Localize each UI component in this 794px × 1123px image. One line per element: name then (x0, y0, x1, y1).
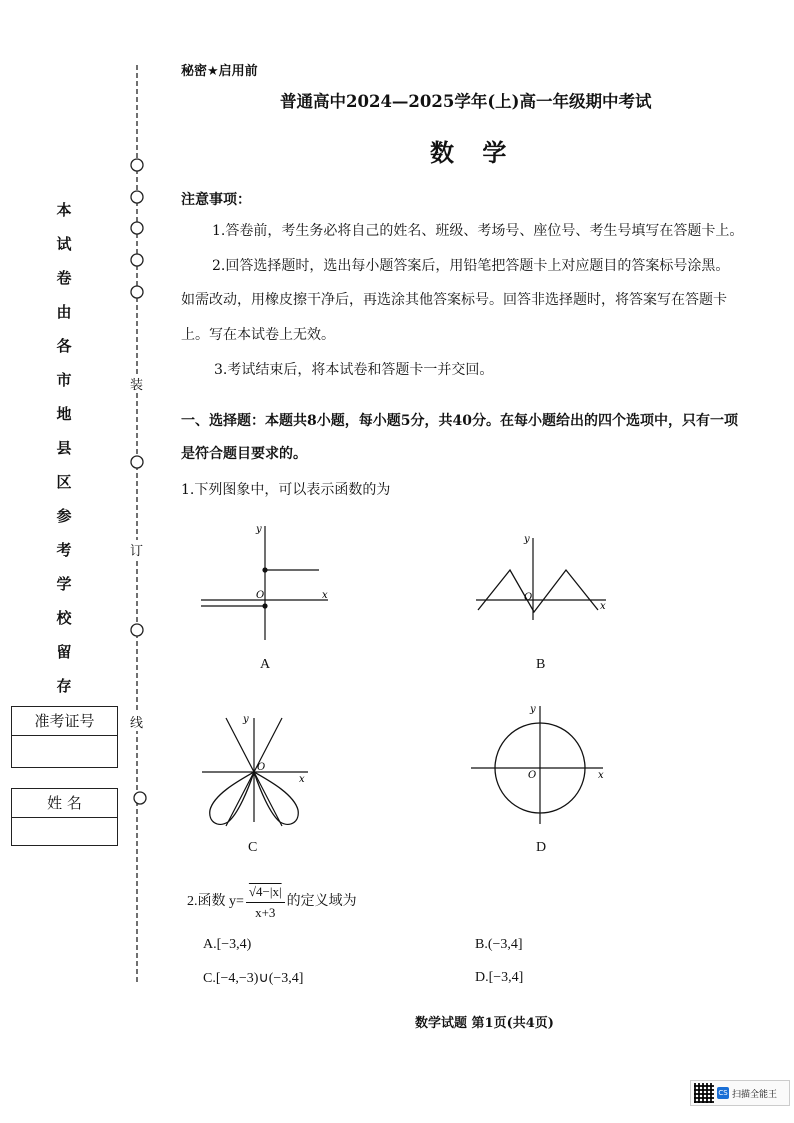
side-char: 试 (56, 235, 72, 253)
binding-hole (131, 159, 143, 171)
binding-mark-ding: 订 (130, 540, 143, 559)
option-d[interactable]: D.[−3,4] (475, 970, 524, 985)
cs-logo-icon: CS (718, 1089, 728, 1097)
zigzag-curve (478, 570, 598, 612)
x-axis-label: x (299, 774, 305, 785)
origin-label: O (528, 770, 537, 781)
qr-code-icon (694, 1083, 714, 1103)
y-axis-label: y (243, 714, 249, 725)
scanner-watermark (690, 1080, 790, 1106)
side-char: 本 (56, 201, 72, 219)
ticket-number-label: 准考证号 (12, 707, 117, 736)
y-axis-label: y (256, 524, 262, 535)
notice-item-2: 2.回答选择题时，选出每小题答案后，用铅笔把答题卡上对应题目的答案标号涂黑。 (212, 258, 730, 274)
scanner-name: 扫描全能王 (732, 1089, 778, 1100)
graph-b-label: B (536, 657, 546, 672)
secret-label: 秘密★启用前 (181, 64, 258, 79)
fraction (246, 882, 285, 923)
y-axis-label: y (530, 704, 536, 715)
graph-a-label: A (260, 657, 271, 672)
y-axis-label: y (524, 534, 530, 545)
side-char: 参 (56, 507, 72, 525)
side-char: 地 (56, 405, 72, 423)
section-heading: 一、选择题：本题共8小题，每小题5分，共40分。在每小题给出的四个选项中，只有一项 (181, 413, 738, 429)
exam-title: 普通高中2024—2025学年(上)高一年级期中考试 (280, 92, 652, 111)
origin-label: O (256, 590, 265, 601)
side-char: 考 (56, 541, 72, 559)
option-c[interactable]: C.[−4,−3)∪(−3,4] (203, 971, 304, 986)
side-char: 由 (56, 303, 72, 321)
notice-item-2-cont: 如需改动，用橡皮擦干净后，再选涂其他答案标号。回答非选择题时，将答案写在答题卡 (181, 292, 727, 308)
binding-hole (134, 792, 146, 804)
name-label: 姓 名 (12, 789, 117, 818)
side-char: 卷 (56, 269, 72, 287)
side-char: 学 (56, 575, 72, 593)
question-2-stem (187, 880, 357, 924)
binding-hole (131, 286, 143, 298)
graph-a[interactable] (196, 518, 341, 648)
binding-mark-xian: 线 (130, 712, 143, 731)
binding-hole (131, 254, 143, 266)
section-heading-cont: 是符合题目要求的。 (181, 446, 307, 462)
option-b[interactable]: B.(−3,4] (475, 937, 523, 952)
side-char: 校 (56, 609, 72, 627)
origin-label: O (257, 762, 266, 773)
subject-title: 数 学 (430, 138, 517, 167)
notice-item-3: 3.考试结束后，将本试卷和答题卡一并交回。 (214, 362, 494, 378)
notice-item-1: 1.答卷前，考生务必将自己的姓名、班级、考场号、座位号、考生号填写在答题卡上。 (212, 223, 744, 239)
binding-line (0, 0, 160, 1000)
binding-mark-zhuang: 装 (130, 374, 143, 393)
x-axis-label: x (600, 601, 606, 612)
graph-b[interactable] (466, 528, 616, 628)
binding-hole (131, 222, 143, 234)
graph-d-label: D (536, 840, 547, 855)
side-char: 存 (56, 677, 72, 695)
side-char: 区 (56, 473, 72, 491)
side-char: 市 (56, 371, 72, 389)
left-lobe (210, 772, 254, 824)
page-footer: 数学试题 第1页(共4页) (415, 1016, 554, 1031)
point (262, 603, 267, 608)
binding-hole (131, 191, 143, 203)
side-char: 县 (56, 439, 72, 457)
question-2-prefix: 2.函数 y= (187, 894, 244, 909)
x-axis-label: x (322, 590, 328, 601)
side-char: 留 (56, 643, 72, 661)
ticket-number-box[interactable] (11, 706, 118, 768)
fraction-numerator: √4−|x| (246, 882, 285, 903)
binding-hole (131, 456, 143, 468)
fraction-denominator: x+3 (255, 904, 276, 920)
question-2-suffix: 的定义域为 (286, 894, 357, 909)
x-axis-label: x (598, 770, 604, 781)
graph-d[interactable] (468, 702, 613, 832)
side-char: 各 (56, 337, 72, 355)
notice-title: 注意事项： (181, 192, 251, 208)
name-box[interactable] (11, 788, 118, 846)
binding-hole (131, 624, 143, 636)
notice-item-2-end: 上。写在本试卷上无效。 (181, 327, 335, 343)
right-lobe (254, 772, 298, 824)
question-1-stem: 1.下列图象中，可以表示函数的为 (181, 482, 391, 498)
graph-c[interactable] (196, 710, 316, 830)
origin-label: O (524, 592, 533, 603)
graph-c-label: C (248, 840, 258, 855)
point (262, 567, 267, 572)
option-a[interactable]: A.[−3,4) (203, 937, 252, 952)
